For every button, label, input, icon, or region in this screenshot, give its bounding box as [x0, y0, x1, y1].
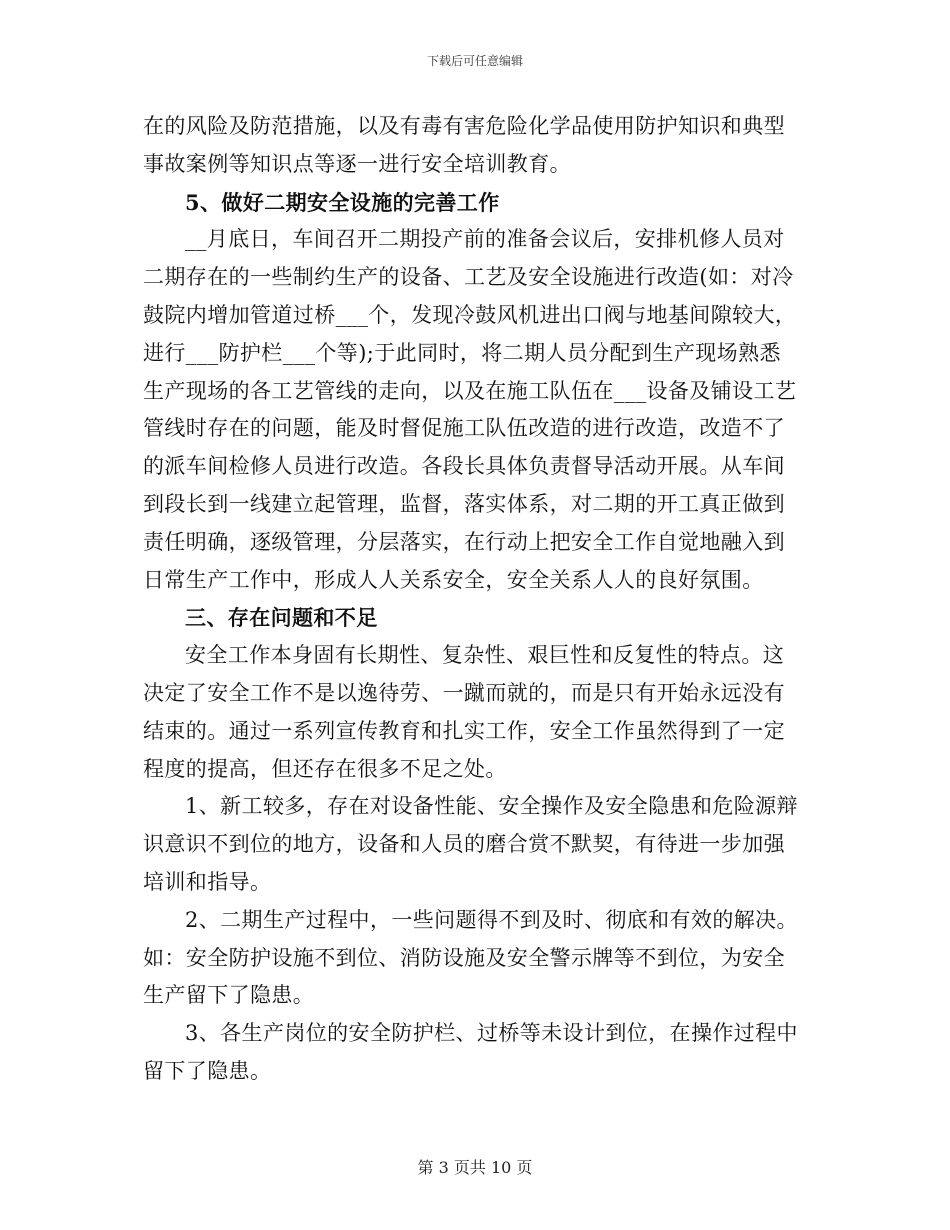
- document-body: [143, 108, 807, 1091]
- body-line: 3、各生产岗位的安全防护栏、过桥等未设计到位，在操作过程中: [185, 1021, 798, 1046]
- body-line: 鼓院内增加管道过桥___个，发现冷鼓风机进出口阀与地基间隙较大，: [143, 302, 797, 327]
- body-line: 1、新工较多，存在对设备性能、安全操作及安全隐患和危险源辩: [185, 794, 798, 819]
- body-line: 留下了隐患。: [143, 1058, 272, 1083]
- body-line: 结束的。通过一系列宣传教育和扎实工作，安全工作虽然得到了一定: [143, 718, 785, 743]
- body-line: 进行___防护栏___个等);于此同时，将二期人员分配到生产现场熟悉: [143, 340, 781, 365]
- section-heading: 5、做好二期安全设施的完善工作: [185, 189, 500, 215]
- body-line: 到段长到一线建立起管理，监督，落实体系，对二期的开工真正做到: [143, 491, 785, 516]
- body-line: 程度的提高，但还存在很多不足之处。: [143, 756, 507, 781]
- body-line: 的派车间检修人员进行改造。各段长具体负责督导活动开展。从车间: [143, 454, 785, 479]
- body-line: 决定了安全工作不是以逸待劳、一蹴而就的，而是只有开始永远没有: [143, 680, 785, 705]
- body-line: 生产现场的各工艺管线的走向，以及在施工队伍在___设备及铺设工艺: [143, 378, 797, 403]
- page-header: 下载后可任意编辑: [426, 54, 523, 68]
- body-line: 事故案例等知识点等逐一进行安全培训教育。: [143, 151, 571, 176]
- body-line: 安全工作本身固有长期性、复杂性、艰巨性和反复性的特点。这: [185, 643, 785, 668]
- body-line: 培训和指导。: [143, 869, 272, 894]
- body-line: 在的风险及防范措施，以及有毒有害危险化学品使用防护知识和典型: [143, 114, 785, 138]
- page-footer: 第 3 页共 10 页: [417, 1158, 533, 1177]
- body-line: 如：安全防护设施不到位、消防设施及安全警示牌等不到位，为安全: [143, 945, 785, 970]
- body-line: 日常生产工作中，形成人人关系安全，安全关系人人的良好氛围。: [143, 567, 764, 592]
- body-line: 生产留下了隐患。: [143, 983, 315, 1008]
- body-line: 责任明确，逐级管理，分层落实，在行动上把安全工作自觉地融入到: [143, 529, 785, 554]
- body-line: 2、二期生产过程中，一些问题得不到及时、彻底和有效的解决。: [185, 907, 798, 932]
- body-line: 识意识不到位的地方，设备和人员的磨合赏不默契，有待进一步加强: [143, 832, 785, 857]
- body-line: 二期存在的一些制约生产的设备、工艺及安全设施进行改造(如：对冷: [143, 265, 794, 290]
- body-line: __月底日，车间召开二期投产前的准备会议后，安排机修人员对: [185, 227, 785, 252]
- body-line: 管线时存在的问题，能及时督促施工队伍改造的进行改造，改造不了: [143, 416, 785, 441]
- section-heading: 三、存在问题和不足: [185, 605, 378, 631]
